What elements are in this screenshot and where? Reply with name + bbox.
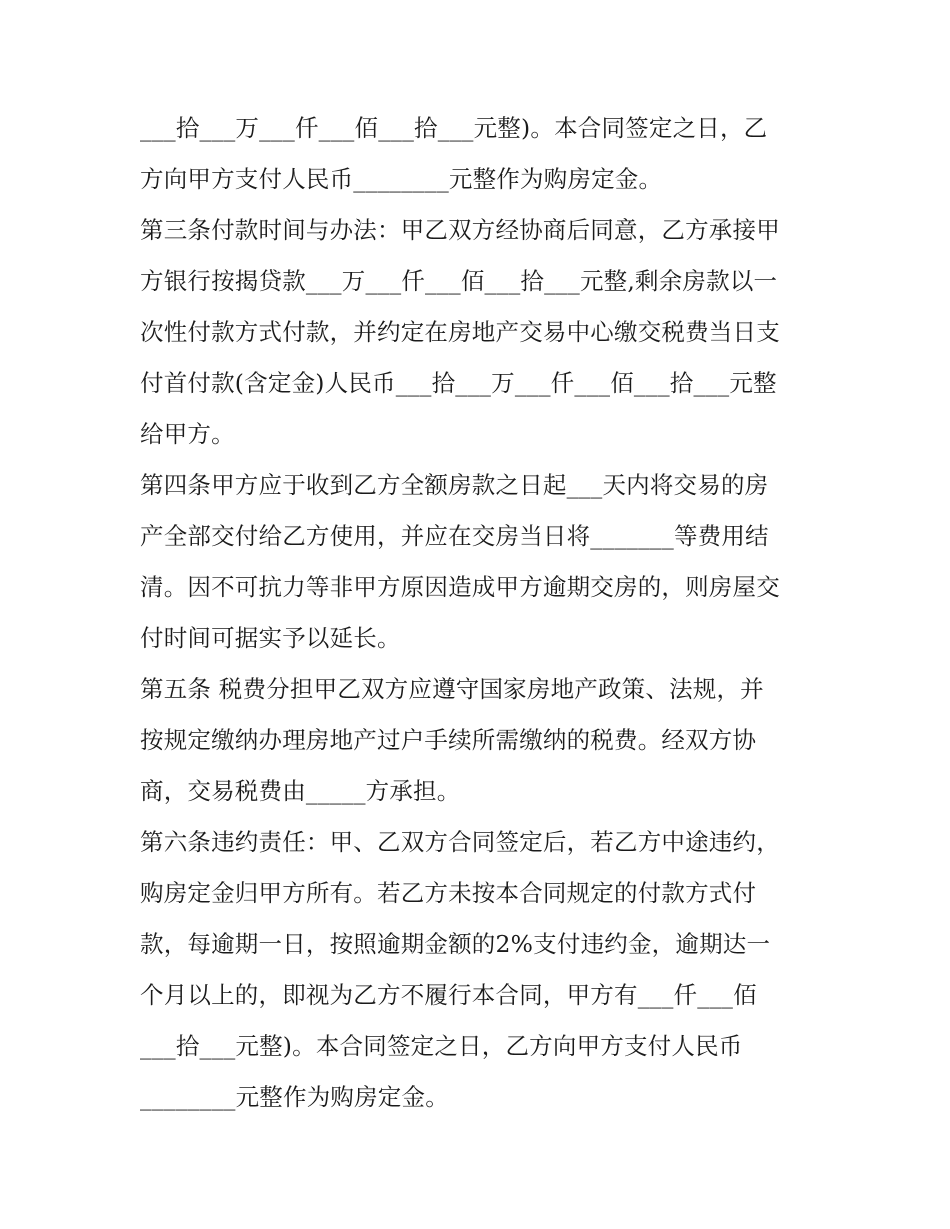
text-line-17: 款，每逾期一日，按照逾期金额的2%支付违约金，逾期达一 [140,930,771,958]
text-line-5: 次性付款方式付款，并约定在房地产交易中心缴交税费当日支 [140,318,780,346]
text-line-20: ________元整作为购房定金。 [140,1083,449,1111]
document-body [140,103,830,1123]
text-line-3: 第三条付款时间与办法：甲乙双方经协商后同意，乙方承接甲 [140,216,780,244]
text-line-6: 付首付款(含定金)人民币___拾___万___仟___佰___拾___元整 [140,369,777,397]
text-line-1: ___拾___万___仟___佰___拾___元整)。本合同签定之日，乙 [140,114,768,142]
text-line-10: 清。因不可抗力等非甲方原因造成甲方逾期交房的，则房屋交 [140,573,780,601]
text-line-14: 商，交易税费由_____方承担。 [140,777,461,805]
text-line-18: 个月以上的，即视为乙方不履行本合同，甲方有___仟___佰 [140,981,757,1009]
text-line-12: 第五条 税费分担甲乙双方应遵守国家房地产政策、法规，并 [140,675,764,703]
text-line-13: 按规定缴纳办理房地产过户手续所需缴纳的税费。经双方协 [140,726,757,754]
text-line-19: ___拾___元整)。本合同签定之日，乙方向甲方支付人民币 [140,1032,743,1060]
text-line-11: 付时间可据实予以延长。 [140,624,401,652]
text-line-8: 第四条甲方应于收到乙方全额房款之日起___天内将交易的房 [140,471,769,499]
text-line-7: 给甲方。 [140,420,235,448]
text-line-4: 方银行按揭贷款___万___仟___佰___拾___元整,剩余房款以一 [140,267,778,295]
text-line-16: 购房定金归甲方所有。若乙方未按本合同规定的付款方式付 [140,879,757,907]
text-line-15: 第六条违约责任：甲、乙双方合同签定后，若乙方中途违约， [140,828,780,856]
text-line-2: 方向甲方支付人民币________元整作为购房定金。 [140,165,663,193]
text-line-9: 产全部交付给乙方使用，并应在交房当日将_______等费用结 [140,522,769,550]
